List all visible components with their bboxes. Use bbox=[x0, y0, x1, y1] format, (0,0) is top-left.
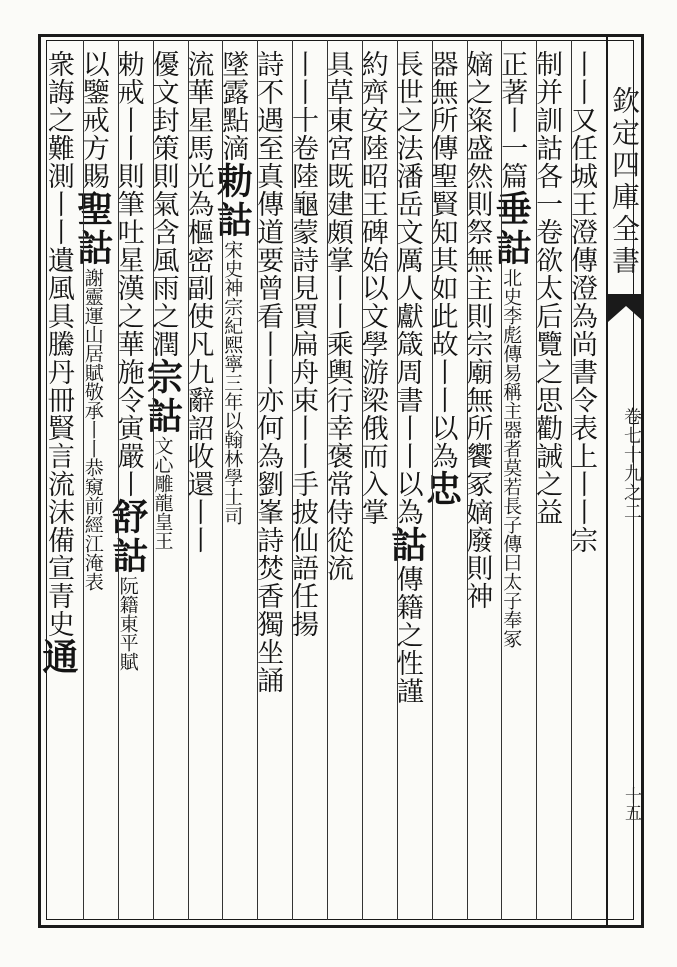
body-text: 以鑒戒方賜 bbox=[77, 50, 109, 190]
annotation-text: 謝靈運山居賦敬承丨丨恭窺前經江淹表 bbox=[81, 268, 104, 591]
body-text: 施令寅嚴丨 bbox=[112, 358, 144, 498]
text-column bbox=[211, 50, 257, 912]
body-text: 具草東宮既建頗掌丨丨乘輿行幸褒常侍從流 bbox=[321, 50, 353, 582]
headword: 聖詁 bbox=[71, 190, 114, 268]
text-column bbox=[566, 50, 606, 912]
text-column bbox=[356, 50, 397, 912]
column-rule bbox=[432, 40, 433, 920]
text-column bbox=[36, 50, 83, 912]
body-text: 馬光為樞密副使凡九辭詔收還丨丨 bbox=[182, 134, 214, 554]
column-rule bbox=[571, 40, 572, 920]
text-column bbox=[461, 50, 502, 912]
body-text: 優文封策則氣含風雨之潤 bbox=[147, 50, 179, 358]
text-column bbox=[420, 50, 467, 912]
text-column bbox=[490, 50, 536, 912]
text-column bbox=[287, 50, 327, 912]
body-text: 器無所傳聖賢知其如此故丨丨以為 bbox=[426, 50, 458, 470]
text-column bbox=[106, 50, 153, 912]
column-rule bbox=[83, 40, 84, 920]
column-rule bbox=[397, 40, 398, 920]
annotation-text: 文心雕龍皇王 bbox=[151, 436, 174, 550]
column-rule bbox=[292, 40, 293, 920]
page-number: 十五 bbox=[621, 787, 641, 821]
text-column bbox=[252, 50, 292, 912]
text-column bbox=[531, 50, 571, 912]
headword: 忠 bbox=[420, 470, 463, 509]
body-text: 制并訓詁各一卷欲太后覽之思勸誡之益 bbox=[531, 50, 563, 526]
headword: 詁 bbox=[385, 526, 428, 565]
body-text: 丨丨十卷陸龜蒙詩見買扁舟束丨丨手披仙語任揚 bbox=[287, 50, 318, 638]
body-text: 勅戒丨丨則筆吐星漢之華 bbox=[112, 50, 144, 358]
fishtail-mark-icon bbox=[608, 292, 644, 326]
headword: 舒詁 bbox=[106, 498, 149, 576]
body-text: 正著丨一篇 bbox=[496, 50, 528, 190]
body-text: 丨丨又任城王澄傳澄為尚書令表上丨丨宗 bbox=[566, 50, 597, 554]
column-rule bbox=[153, 40, 154, 920]
volume-label: 卷七十九之二 bbox=[621, 407, 642, 521]
book-title: 欽定四庫全書 bbox=[608, 86, 641, 278]
column-rule bbox=[362, 40, 363, 920]
headword: 垂詁 bbox=[490, 190, 533, 268]
annotation-text: 阮籍東平賦 bbox=[116, 576, 139, 671]
body-text: 衆誨之難測丨丨遺風具騰丹冊賢言流沫備宣青史 bbox=[42, 50, 74, 638]
body-text: 約齊安陸昭王碑始以文學游梁俄而入掌 bbox=[356, 50, 388, 526]
column-rule bbox=[257, 40, 258, 920]
text-column bbox=[71, 50, 118, 912]
center-margin-strip bbox=[606, 34, 644, 928]
text-column bbox=[321, 50, 362, 912]
headword: 通 bbox=[36, 638, 79, 677]
body-text: 墜露點滴 bbox=[217, 50, 249, 162]
annotation-text: 宋史神宗紀熙寧三年以翰林學士司 bbox=[221, 240, 244, 525]
body-text: 傳籍之性謹 bbox=[391, 565, 423, 705]
body-text: 流華星 bbox=[182, 50, 214, 134]
column-rule bbox=[188, 40, 189, 920]
body-text: 長世之法潘岳文厲人獻箴周書丨丨以為 bbox=[391, 50, 423, 526]
annotation-text: 北史李彪傳易稱主器者莫若長子傳曰太子奉冢 bbox=[500, 268, 523, 648]
column-rule bbox=[501, 40, 502, 920]
body-text: 詩不遇至真傳道要曾看丨丨亦何為劉峯詩焚香獨坐誦 bbox=[252, 50, 284, 694]
text-column bbox=[182, 50, 223, 912]
text-column bbox=[385, 50, 432, 912]
column-rule bbox=[467, 40, 468, 920]
headword: 勅詁 bbox=[211, 162, 254, 240]
headword: 宗詁 bbox=[141, 358, 184, 436]
text-column bbox=[141, 50, 188, 912]
column-rule bbox=[327, 40, 328, 920]
body-text: 嫡之粢盛然則祭無主則宗廟無所饗冢嫡廢則神 bbox=[461, 50, 493, 610]
column-rule bbox=[536, 40, 537, 920]
column-rule bbox=[118, 40, 119, 920]
column-rule bbox=[222, 40, 223, 920]
